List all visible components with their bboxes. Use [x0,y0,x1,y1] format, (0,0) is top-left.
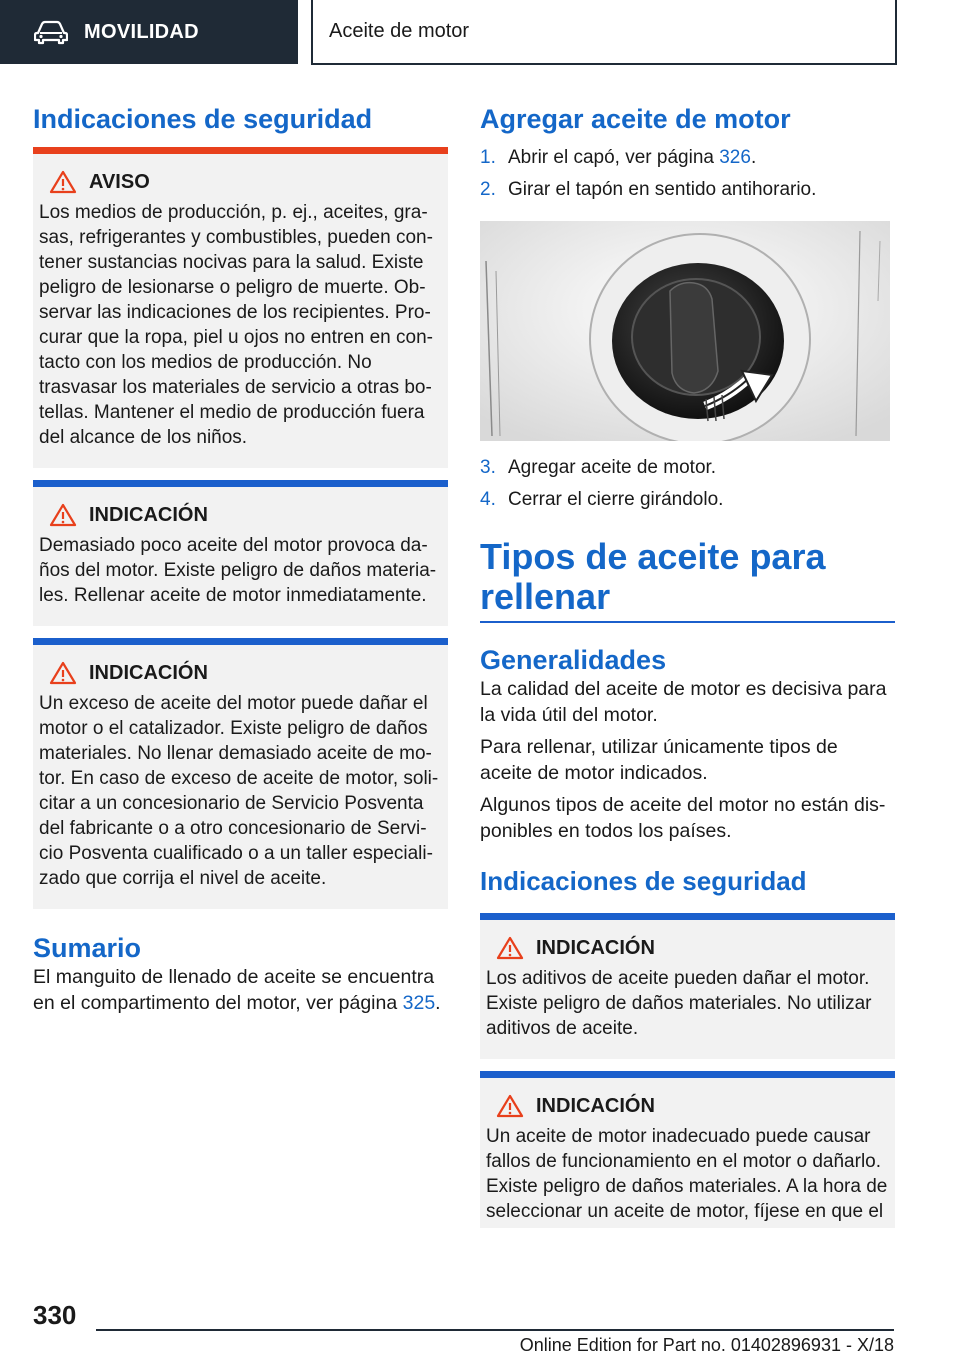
section-heading: Indicaciones de seguridad [480,866,807,896]
note-box [480,1078,895,1228]
left-column [33,96,448,1016]
footer-rule [96,1329,894,1331]
note-rule [33,638,448,645]
warning-triangle-icon [49,170,77,194]
note-text: Un aceite de motor inadecuado puede causar fallos de funcionamiento en el motor o dañarlo. Existe peligro de daños materiales. A la hora de seleccionar un aceite de motor, fíjese en que el [486,1126,888,1222]
list-item: 2. Girar el tapón en sentido antihorario. [480,179,817,200]
list-item: 3. Agregar aceite de motor. [480,457,717,478]
warning-triangle-icon [49,503,77,527]
section-heading: Indicaciones de seguridad [33,104,373,134]
paragraph: Algunos tipos de aceite del motor no están dis-ponibles en todos los países. [480,794,886,842]
page-link[interactable]: 326 [719,147,751,168]
note-title: INDICACIÓN [89,503,208,526]
page-link[interactable]: 325 [402,992,436,1014]
note-text: Un exceso de aceite del motor puede dañar el motor o el catalizador. Existe peligro de daños materiales. No llenar demasiado aceite de mo-tor. En caso de exceso de aceite de motor, soli-citar a un concesionario de Servicio Posventa del fabricante o a otro concesionario de Servi-cio Posventa cualificado o a un taller especiali-zado que corrija el nivel de aceite. [39,693,439,889]
list-item: 4. Cerrar el cierre girándolo. [480,489,724,510]
note-rule [480,913,895,920]
note-text: Los medios de producción, p. ej., aceites, gra-sas, refrigerantes y combustibles, pueden con-tener sustancias nocivas para la salud. Existe peligro de lesionarse o peligro de muerte. Ob-servar las indicaciones de los recipientes. Pro-curar que la ropa, piel u ojos no entren en con-tacto con los medios de producción. No trasvasar los materiales de servicio a otras bo-tellas. Mantener el medio de producción fuera del alcance de los niños. [39,202,433,448]
warning-triangle-icon [496,936,524,960]
warning-triangle-icon [49,661,77,685]
note-rule [33,480,448,487]
section-title: MOVILIDAD [84,20,199,43]
warning-triangle-icon [496,1094,524,1118]
list-item: 1. Abrir el capó, ver página 326. [480,147,757,168]
paragraph: Para rellenar, utilizar únicamente tipos de aceite de motor indicados. [480,736,838,784]
note-title: AVISO [89,170,150,193]
warning-box [33,154,448,468]
note-box [480,920,895,1059]
note-text: Los aditivos de aceite pueden dañar el motor. Existe peligro de daños materiales. No utilizar aditivos de aceite. [486,968,872,1039]
note-rule [480,1071,895,1078]
paragraph: La calidad del aceite de motor es decisiva para la vida útil del motor. [480,678,887,726]
note-box [33,487,448,626]
chapter-tab [311,0,897,65]
note-title: INDICACIÓN [536,936,655,959]
subsection-heading: Generalidades [480,645,667,675]
note-box [33,645,448,909]
chapter-title: Aceite de motor [329,20,470,42]
note-title: INDICACIÓN [89,661,208,684]
sumario-heading: Sumario [33,933,142,963]
oil-cap-illustration [480,221,890,441]
sumario-text: El manguito de llenado de aceite se encuentra en el compartimento del motor, ver página 325. [33,966,441,1014]
oil-filler-cap-image [480,221,890,441]
page-number: 330 [33,1300,77,1330]
edition-text: Online Edition for Part no. 01402896931 - X/18 [519,1335,894,1355]
heading-rule [480,621,895,623]
note-text: Demasiado poco aceite del motor provoca da-ños del motor. Existe peligro de daños materia-les. Rellenar aceite de motor inmediatamente. [39,535,437,606]
car-icon [34,19,68,45]
section-heading: Agregar aceite de motor [480,104,791,134]
right-column [480,96,895,1228]
note-title: INDICACIÓN [536,1094,655,1117]
chapter-heading: Tipos de aceite para rellenar [480,536,826,617]
section-tab [0,0,298,64]
warning-rule [33,147,448,154]
